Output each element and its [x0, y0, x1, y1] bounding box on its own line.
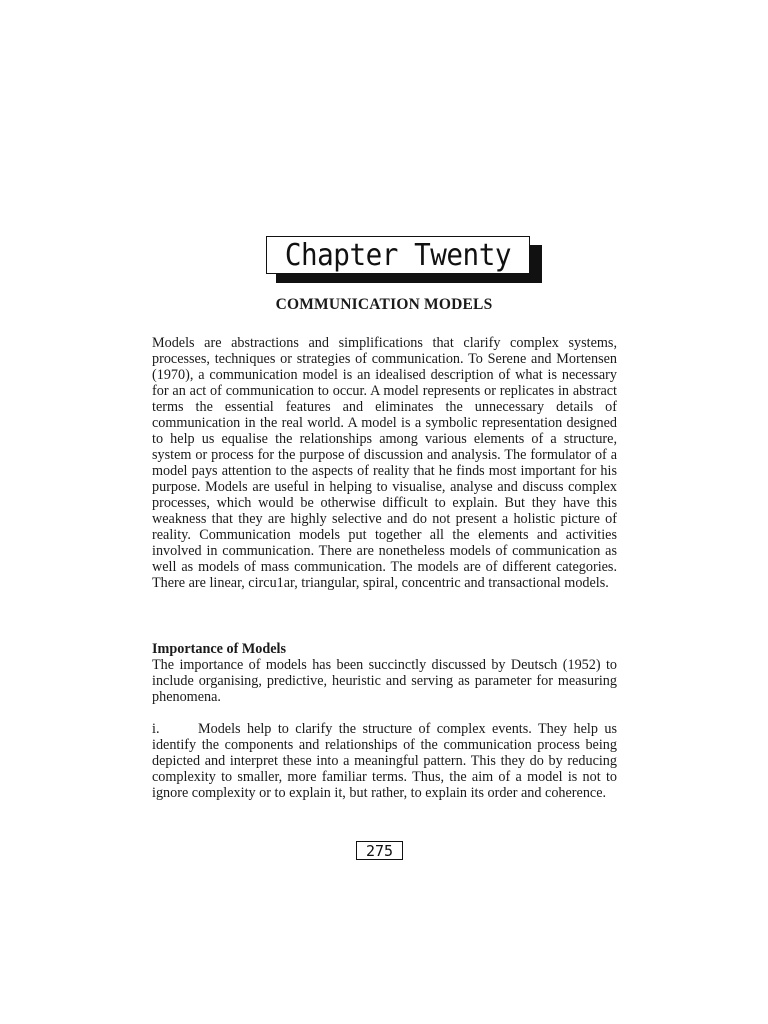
page-number: 275 — [356, 841, 403, 860]
list-item-text: Models help to clarify the structure of complex events. They help us identify the components and relationships of the communication process being depicted and interpret these into a meaningful pattern. This they do by reducing complexity to smaller, more familiar terms. Thus, the aim of a model is not to ignore complexity or to explain it, but rather, to explain its order and coherence. — [152, 721, 617, 801]
chapter-box-frame — [266, 236, 530, 274]
section-heading: COMMUNICATION MODELS — [275, 296, 493, 313]
list-item-number: i. — [152, 721, 160, 737]
chapter-title: Chapter Twenty — [284, 237, 512, 273]
importance-paragraph: The importance of models has been succinctly discussed by Deutsch (1952) to include organising, predictive, heuristic and serving as parameter for measuring phenomena. — [152, 657, 617, 705]
importance-heading: Importance of Models — [152, 641, 286, 657]
intro-paragraph: Models are abstractions and simplifications that clarify complex systems, processes, techniques or strategies of communication. To Serene and Mortensen (1970), a communication model is an idealised description of what is necessary for an act of communication to occur. A model represents or replicates in abstract terms the essential features and eliminates the unnecessary details of communication in the real world. A model is a symbolic representation designed to help us equalise the relationships among various elements of a structure, system or process for the purpose of discussion and analysis. The formulator of a model pays attention to the aspects of reality that he finds most important for his purpose. Models are useful in helping to visualise, analyse and discuss complex processes, which would be otherwise difficult to explain. But they have this weakness that they are highly selective and do not present a holistic picture of reality. Communication models put together all the elements and activities involved in communication. There are nonetheless models of communication as well as models of mass communication. The models are of different categories. There are linear, circu1ar, triangular, spiral, concentric and transactional models. — [152, 335, 617, 591]
list-item — [152, 721, 617, 801]
chapter-title-box — [266, 236, 543, 284]
